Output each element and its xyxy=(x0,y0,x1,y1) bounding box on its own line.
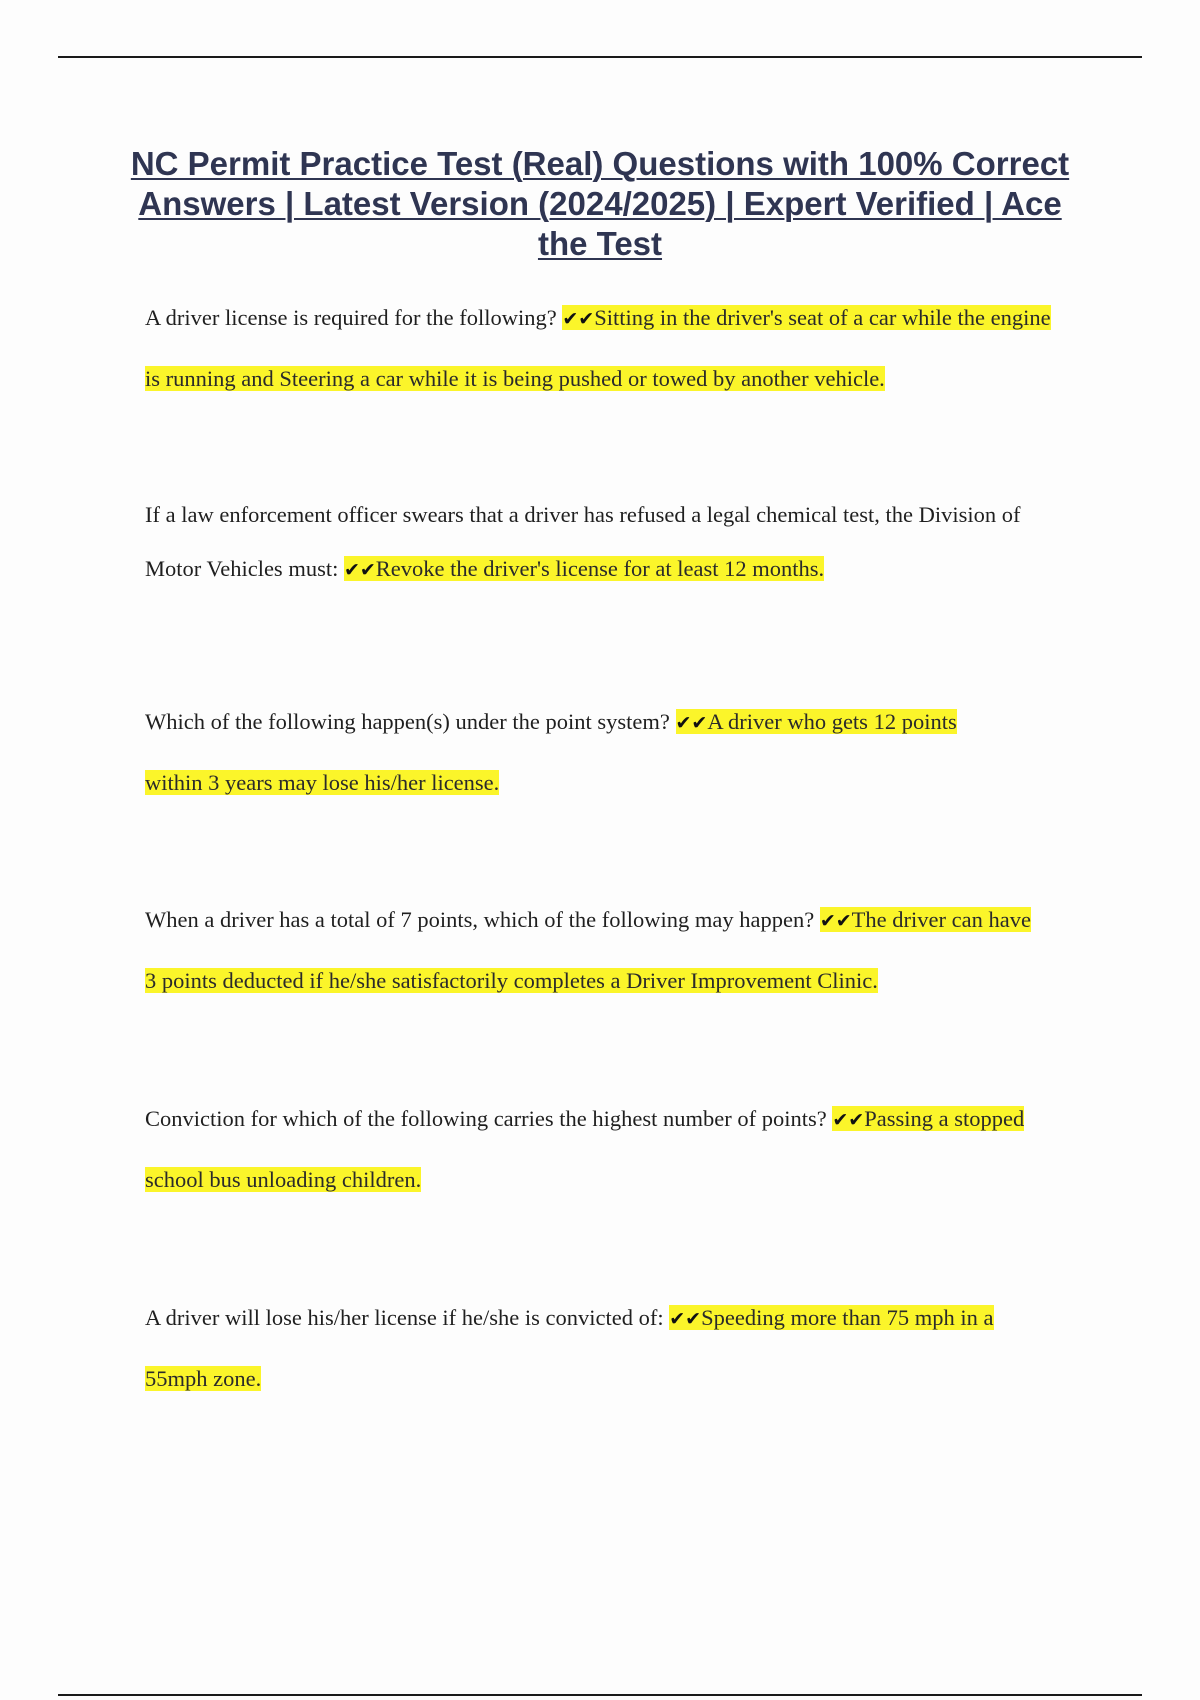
document-title: NC Permit Practice Test (Real) Questions with 100% Correct Answers | Latest Version (2024/2025) | Expert Verified | Ace the Test xyxy=(130,145,1070,262)
double-check-icon: ✔✔ xyxy=(669,1308,702,1330)
answer-text: Passing a stopped school bus unloading children. xyxy=(145,1106,1025,1192)
qa-item xyxy=(145,692,975,812)
answer-text: Revoke the driver's license for at least 12 months. xyxy=(375,556,825,581)
qa-item xyxy=(145,1089,1025,1209)
answer-text: The driver can have 3 points deducted if he/she satisfactorily completes a Driver Improvement Clinic. xyxy=(145,907,1031,993)
question-text: If a law enforcement officer swears that a driver has refused a legal chemical test, the Division of Motor Vehicles must: xyxy=(145,502,1021,581)
double-check-icon: ✔✔ xyxy=(562,308,595,330)
question-text: Which of the following happen(s) under the point system? xyxy=(145,709,670,734)
answer-highlight xyxy=(344,556,824,581)
question-text: Conviction for which of the following carries the highest number of points? xyxy=(145,1106,827,1131)
qa-item xyxy=(145,288,1060,408)
qa-item xyxy=(145,1288,1060,1408)
double-check-icon: ✔✔ xyxy=(675,712,708,734)
qa-item xyxy=(145,488,1075,597)
qa-item xyxy=(145,890,1045,1010)
footer-rule xyxy=(58,1694,1142,1696)
answer-text: Speeding more than 75 mph in a 55mph zone. xyxy=(145,1305,994,1391)
double-check-icon: ✔✔ xyxy=(832,1109,865,1131)
double-check-icon: ✔✔ xyxy=(819,910,852,932)
question-text: When a driver has a total of 7 points, which of the following may happen? xyxy=(145,907,815,932)
question-text: A driver license is required for the following? xyxy=(145,305,557,330)
answer-text: A driver who gets 12 points within 3 years may lose his/her license. xyxy=(145,709,957,795)
question-text: A driver will lose his/her license if he/she is convicted of: xyxy=(145,1305,664,1330)
answer-text: Sitting in the driver's seat of a car while the engine is running and Steering a car while it is being pushed or towed by another vehicle. xyxy=(145,305,1051,391)
double-check-icon: ✔✔ xyxy=(343,559,376,581)
header-rule xyxy=(58,56,1142,58)
